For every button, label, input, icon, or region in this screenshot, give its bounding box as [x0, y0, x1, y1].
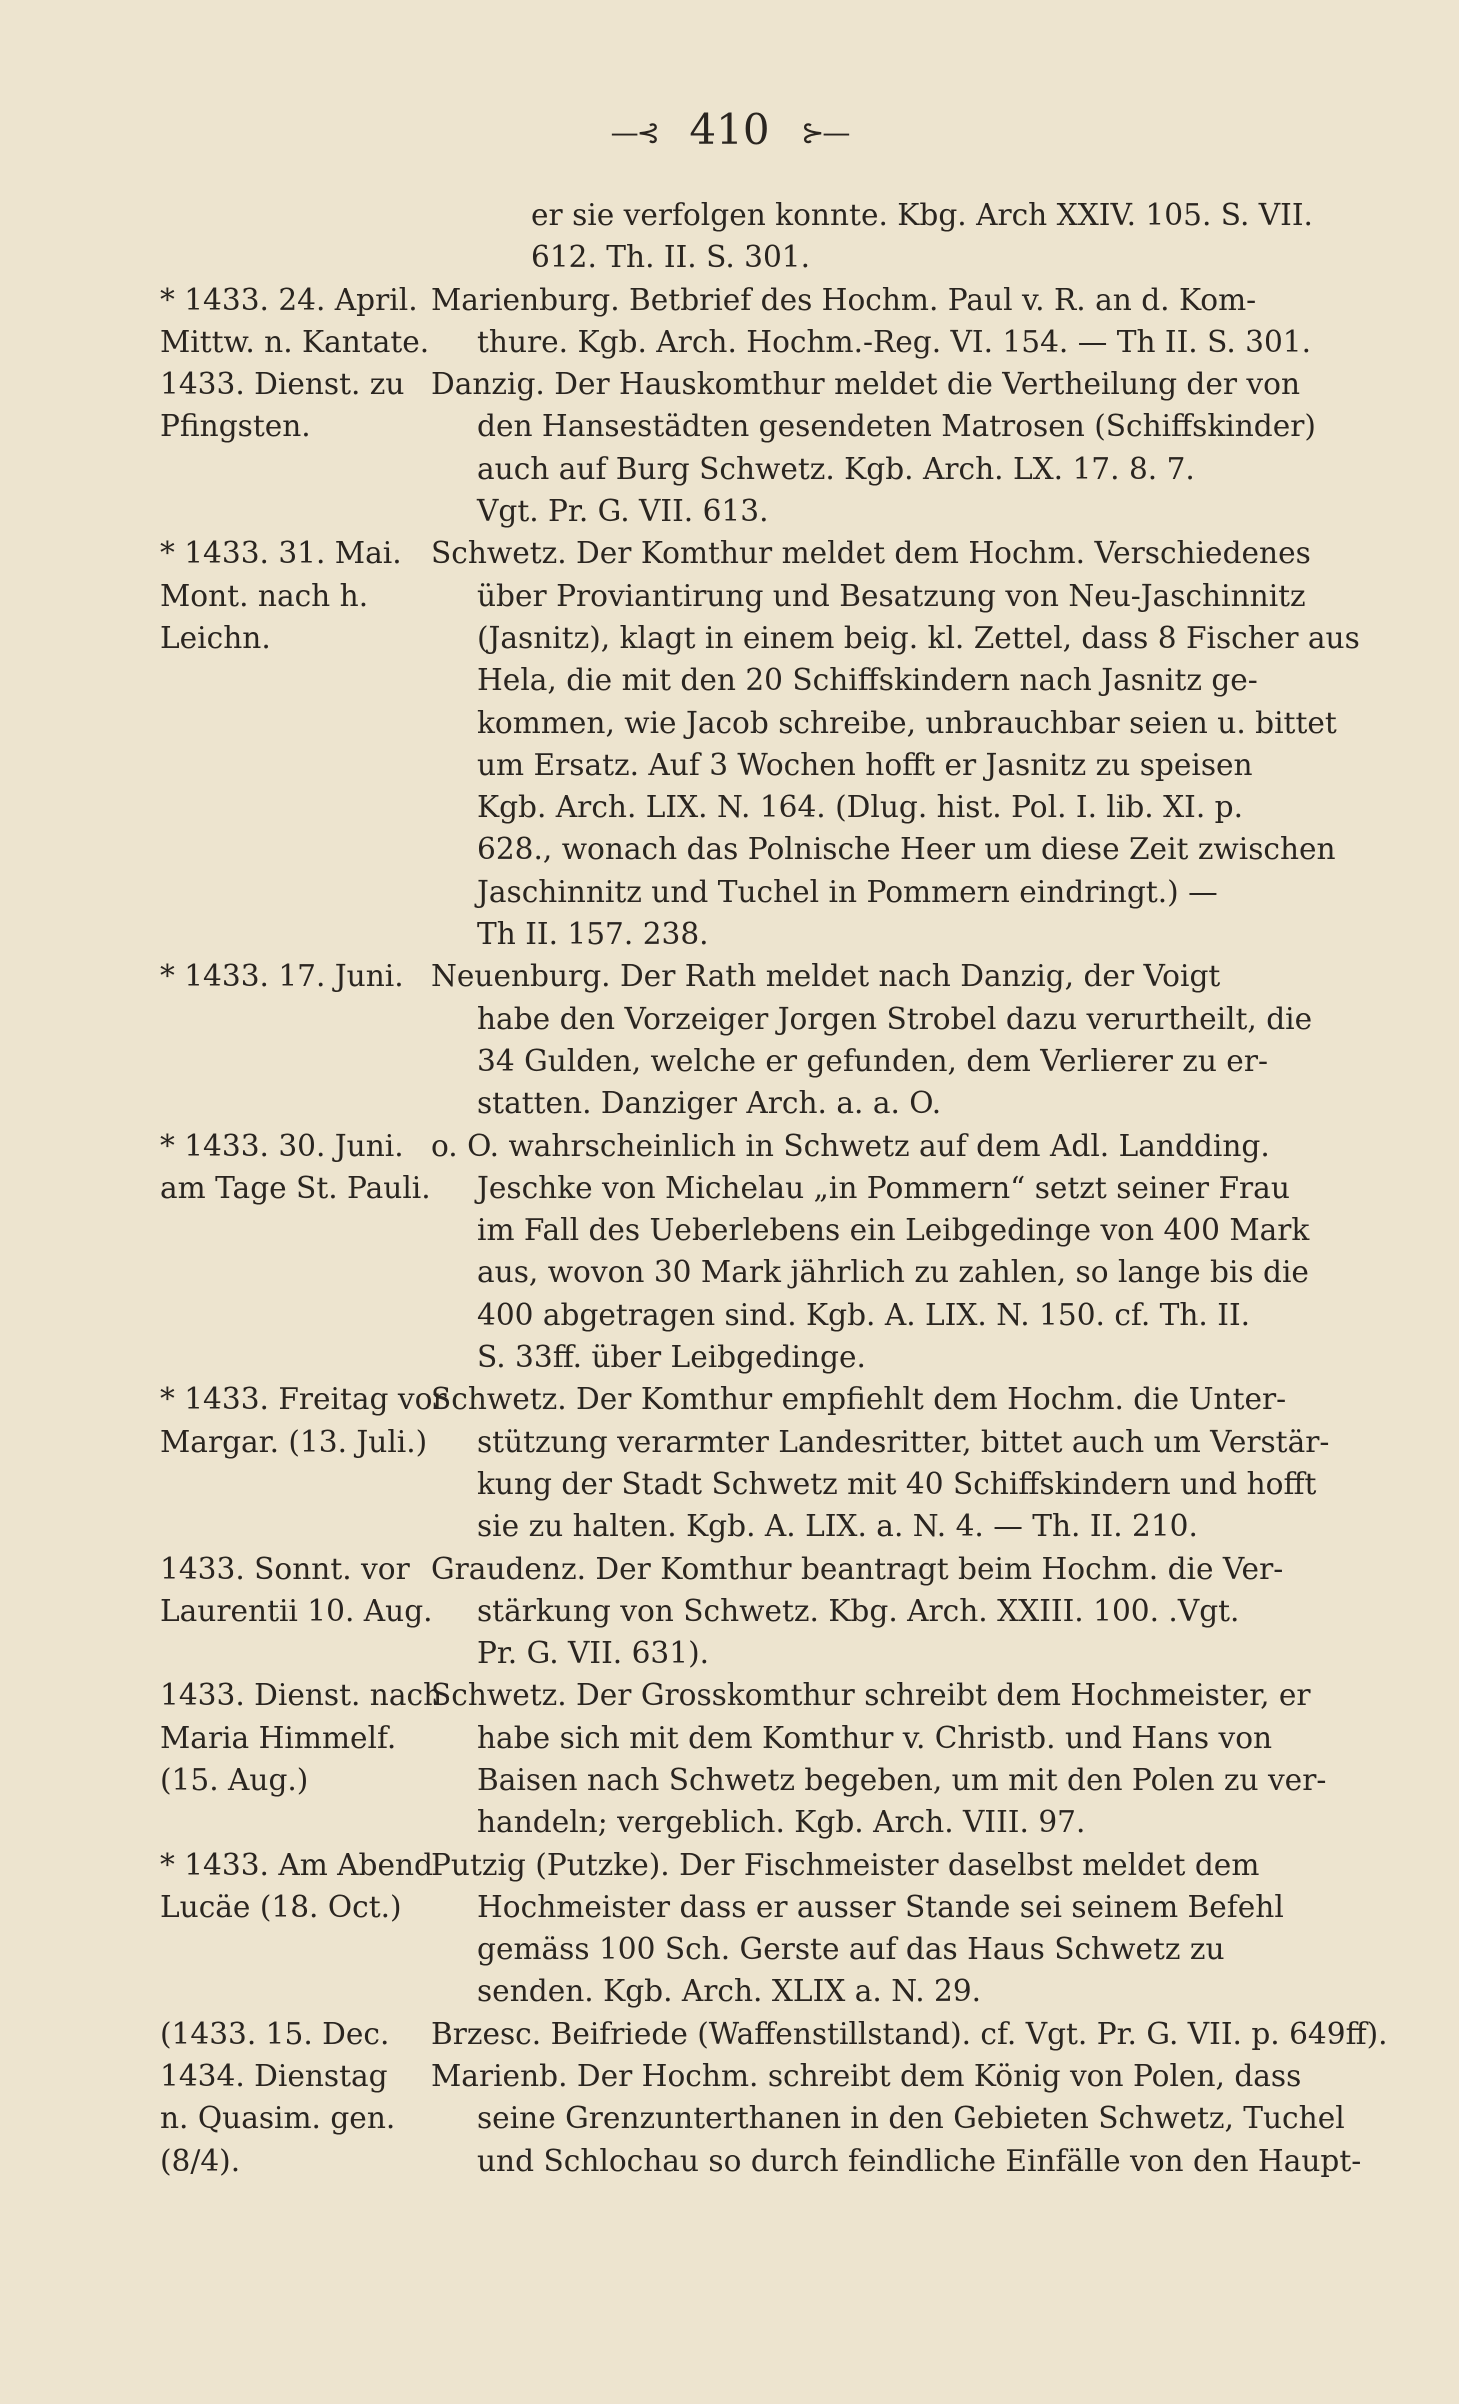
entry-date: * 1433. Am Abend Lucäe (18. Oct.): [160, 1847, 434, 1924]
entry-body: [431, 1674, 1392, 1843]
entry-body: [431, 955, 1392, 1124]
ornament-left-icon: —⊰: [610, 116, 659, 149]
entry-body: [431, 1378, 1392, 1547]
entry-date: 1433. Dienst. nach Maria Himmelf. (15. Aug.): [160, 1678, 443, 1797]
entry-body: [431, 532, 1392, 955]
entry-body: [431, 1548, 1392, 1675]
entry-row: [160, 2013, 1392, 2055]
entry-date: * 1433. 24. April. Mittw. n. Kantate.: [160, 282, 430, 359]
entry-first-line: Marienburg. Betbrief des Hochm. Paul v. R. an d. Kom-: [431, 282, 1257, 317]
page-number: 410: [689, 105, 770, 154]
entries-list: [160, 194, 1392, 2182]
entry-date: * 1433. 30. Juni. am Tage St. Pauli.: [160, 1128, 431, 1205]
entry-body: [431, 1844, 1392, 2013]
entry-rest: stützung verarmter Landesritter, bittet auch um Verstär- kung der Stadt Schwetz mit 40 Schiffskindern und hofft sie zu halten. Kgb. A. LIX. a. N. 4. — Th. II. 210.: [477, 1424, 1330, 1544]
entry-body: [431, 279, 1392, 364]
entry-row: [160, 532, 1392, 955]
entry-row: [160, 279, 1392, 364]
entry-first-line: Neuenburg. Der Rath meldet nach Danzig, der Voigt: [431, 959, 1221, 994]
entry-date: * 1433. 31. Mai. Mont. nach h. Leichn.: [160, 536, 402, 655]
entry-first-line: Schwetz. Der Komthur empfiehlt dem Hochm. die Unter-: [431, 1382, 1287, 1417]
entry-row: [160, 955, 1392, 1124]
entry-date: (1433. 15. Dec.: [160, 2016, 390, 2051]
entry-container: [160, 279, 1392, 2182]
entry-row: [160, 2055, 1392, 2182]
entry-rest: Jeschke von Michelau „in Pommern“ setzt seiner Frau im Fall des Ueberlebens ein Leibgedinge von 400 Mark aus, wovon 30 Mark jährlich zu zahlen, so lange bis die 400 abgetragen sind. Kgb. A. LIX. N. 150. cf. Th. II. S. 33ff. über Leibgedinge.: [477, 1170, 1310, 1375]
entry-rest: seine Grenzunterthanen in den Gebieten Schwetz, Tuchel und Schlochau so durch feindliche Einfälle von den Haupt-: [477, 2101, 1362, 2178]
entry-row: [160, 1674, 1392, 1843]
entry-date: 1433. Dienst. zu Pfingsten.: [160, 367, 405, 444]
entry-body: [431, 363, 1392, 532]
entry-rest: Hochmeister dass er ausser Stande sei seinem Befehl gemäss 100 Sch. Gerste auf das Haus Schwetz zu senden. Kgb. Arch. XLIX a. N. 29.: [477, 1889, 1284, 2009]
entry-first-line: Schwetz. Der Komthur meldet dem Hochm. Verschiedenes: [431, 536, 1311, 571]
entry-body: [431, 2055, 1392, 2182]
entry-first-line: Putzig (Putzke). Der Fischmeister daselbst meldet dem: [431, 1847, 1260, 1882]
entry-row: [160, 1548, 1392, 1675]
entry-first-line: Schwetz. Der Grosskomthur schreibt dem Hochmeister, er: [431, 1678, 1311, 1713]
entry-rest: thure. Kgb. Arch. Hochm.-Reg. VI. 154. — Th II. S. 301.: [477, 324, 1312, 359]
entry-row: [160, 363, 1392, 532]
entry-date: 1434. Dienstag n. Quasim. gen. (8/4).: [160, 2059, 396, 2178]
entry-first-line: Brzesc. Beifriede (Waffenstillstand). cf. Vgt. Pr. G. VII. p. 649ff).: [431, 2016, 1388, 2051]
entry-first-line: Graudenz. Der Komthur beantragt beim Hochm. die Ver-: [431, 1551, 1284, 1586]
entry-rest: stärkung von Schwetz. Kbg. Arch. XXIII. 100. .Vgt. Pr. G. VII. 631).: [477, 1593, 1240, 1671]
entry-date: 1433. Sonnt. vor Laurentii 10. Aug.: [160, 1551, 433, 1628]
entry-first-line: o. O. wahrscheinlich in Schwetz auf dem Adl. Landding.: [431, 1128, 1270, 1163]
entry-body: [431, 2013, 1392, 2055]
entry-first-line: Danzig. Der Hauskomthur meldet die Vertheilung der von: [431, 367, 1301, 402]
entry-rest: habe den Vorzeiger Jorgen Strobel dazu verurtheilt, die 34 Gulden, welche er gefunden, dem Verlierer zu er- statten. Danziger Arch. a. a. O.: [477, 1001, 1313, 1121]
entry-body: [431, 1125, 1392, 1379]
entry-row: [160, 1378, 1392, 1547]
entry-row: [160, 1844, 1392, 2013]
page-header: [0, 100, 1459, 163]
entry-date: * 1433. 17. Juni.: [160, 959, 404, 994]
entry-row: [160, 1125, 1392, 1379]
entry-first-line: Marienb. Der Hochm. schreibt dem König von Polen, dass: [431, 2059, 1302, 2094]
entry-rest: über Proviantirung und Besatzung von Neu-Jaschinnitz (Jasnitz), klagt in einem beig. kl. Zettel, dass 8 Fischer aus Hela, die mit den 20 Schiffskindern nach Jasnitz ge- kommen, wie Jacob schreibe, unbrauchbar seien u. bittet um Ersatz. Auf 3 Wochen hofft er Jasnitz zu speisen Kgb. Arch. LIX. N. 164. (Dlug. hist. Pol. I. lib. XI. p. 628., wonach das Polnische Heer um diese Zeit zwischen Jaschinnitz und Tuchel in Pommern eindringt.) — Th II. 157. 238.: [477, 578, 1360, 952]
entry-rest: habe sich mit dem Komthur v. Christb. und Hans von Baisen nach Schwetz begeben, um mit den Polen zu ver- handeln; vergeblich. Kgb. Arch. VIII. 97.: [477, 1720, 1327, 1840]
entry-rest: den Hansestädten gesendeten Matrosen (Schiffskinder) auch auf Burg Schwetz. Kgb. Arch. LX. 17. 8. 7. Vgt. Pr. G. VII. 613.: [477, 409, 1316, 529]
ornament-right-icon: ⊱—: [800, 116, 849, 149]
entry-date: * 1433. Freitag vor Margar. (13. Juli.): [160, 1382, 447, 1459]
continuation-text: er sie verfolgen konnte. Kbg. Arch XXIV. 105. S. VII. 612. Th. II. S. 301.: [531, 198, 1313, 275]
